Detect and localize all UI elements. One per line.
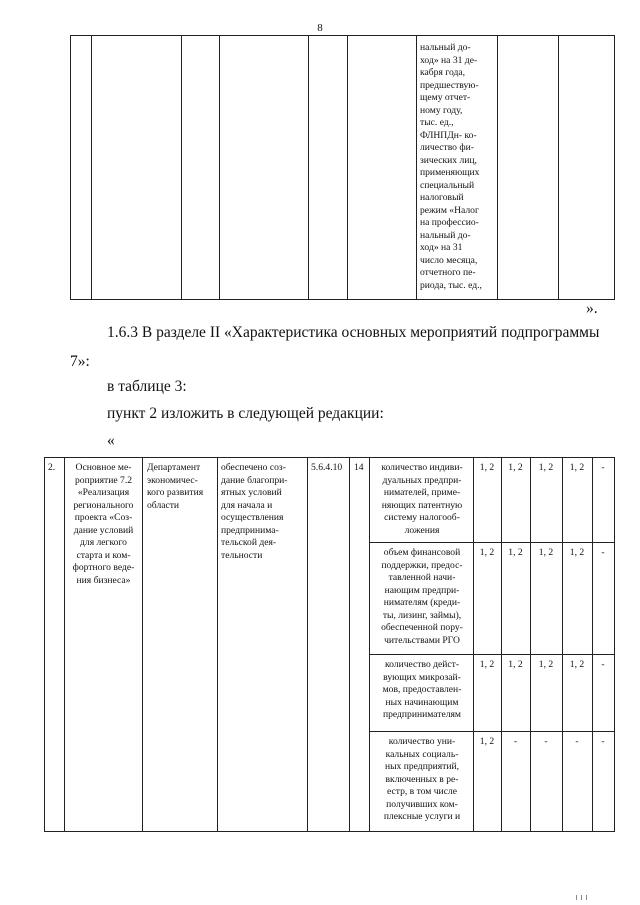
text-line: нальный до- [420, 42, 471, 53]
top-table-indicator-text [420, 42, 496, 292]
text-line: области [147, 499, 180, 511]
text-line: тельской дея- [221, 537, 277, 548]
indicator-value: - [544, 736, 548, 747]
indicator-value: 1, 2 [508, 547, 523, 558]
result-cell [221, 462, 307, 562]
indicator-value: 1, 2 [479, 462, 495, 473]
text-line: плексные услуги и [383, 811, 461, 822]
text-line: щему отчет- [420, 92, 471, 103]
scan-marks [576, 895, 592, 901]
indicator-value: 1, 2 [479, 736, 495, 747]
main-event-cell [65, 462, 142, 587]
indicator-value: - [601, 736, 605, 747]
text-line: предпринима- [221, 524, 279, 536]
text-line: осуществления [221, 512, 284, 523]
text-line: тельности [221, 549, 263, 561]
text-line: количество дейст- [384, 659, 460, 670]
text-line: естр, в том числе [387, 786, 457, 797]
indicator-text [372, 736, 472, 824]
indicator-value: - [601, 659, 605, 670]
indicator-value: 1, 2 [538, 547, 554, 558]
text-line: для легкого [80, 537, 127, 548]
text-line: зических лиц, [420, 154, 477, 166]
paragraph-line-1: 1.6.3 В разделе II «Характеристика основных мероприятий подпрограммы [107, 324, 600, 341]
text-line: предшествую- [420, 79, 479, 91]
text-line: ложения [404, 524, 440, 536]
text-line: дание условий [73, 524, 134, 536]
text-line: мов, предоставлен- [382, 684, 462, 695]
paragraph-line-4: пункт 2 изложить в следующей редакции: [107, 405, 384, 422]
paragraph-line-5: « [107, 432, 115, 449]
text-line: чительствами РГО [384, 634, 460, 646]
text-line: ход» на 31 де- [420, 54, 478, 66]
text-line: предпринимателям [382, 709, 461, 720]
code-cell: 5.6.4.10 [311, 462, 343, 473]
text-line: объем финансовой [383, 547, 461, 558]
text-line: кабря года, [420, 67, 466, 78]
text-line: ФЛНПДн- ко- [420, 129, 477, 141]
text-line: тавленной начи- [388, 572, 456, 583]
executor-cell [147, 462, 217, 512]
num-cell: 14 [354, 462, 364, 473]
text-line: налоговый [420, 192, 464, 203]
indicator-value: 1, 2 [538, 659, 554, 670]
text-line: риода, тыс. ед., [420, 279, 482, 291]
page-number: 8 [317, 22, 323, 34]
closing-quote: ». [586, 300, 598, 317]
text-line: ния бизнеса» [76, 574, 131, 586]
text-line: Департамент [147, 462, 201, 473]
text-line: режим «Налог [420, 204, 479, 216]
text-line: обеспеченной пору- [381, 622, 463, 633]
text-line: применяющих [420, 167, 480, 178]
indicator-text [372, 462, 472, 537]
text-line: фортного веде- [72, 562, 135, 573]
text-line: для начала и [221, 499, 273, 511]
text-line: нальный до- [420, 229, 471, 241]
text-line: «Реализация [77, 487, 130, 498]
indicator-value: - [601, 547, 605, 558]
text-line: няющих патентную [381, 499, 463, 511]
indicator-value: - [513, 736, 518, 747]
indicator-value: 1, 2 [508, 659, 523, 670]
indicator-value: 1, 2 [569, 659, 585, 670]
paragraph-line-3: в таблице 3: [107, 378, 187, 395]
text-line: ход» на 31 [420, 242, 463, 253]
text-line: ты, лизинг, займы), [382, 609, 462, 621]
text-line: число месяца, [420, 254, 478, 266]
indicator-value: 1, 2 [569, 462, 585, 473]
text-line: кого развития [147, 487, 204, 498]
indicator-text [372, 659, 472, 722]
text-line: на профессио- [420, 217, 479, 228]
text-line: нимателей, приме- [383, 487, 461, 498]
text-line: дание благопри- [221, 474, 288, 486]
text-line: поддержки, предос- [381, 559, 463, 571]
text-line: отчетного пе- [420, 267, 476, 278]
text-line: ятных условий [221, 487, 282, 498]
indicator-value: 1, 2 [479, 659, 495, 670]
text-line: количество уни- [388, 736, 456, 747]
text-line: личество фи- [420, 142, 474, 153]
indicator-value: 1, 2 [479, 547, 495, 558]
text-line: старта и ком- [76, 549, 131, 561]
text-line: дуальных предпри- [382, 474, 462, 486]
row-number: 2. [48, 462, 56, 473]
text-line: ному году, [420, 104, 463, 116]
text-line: вующих микрозай- [383, 671, 461, 683]
text-line: нимателям (креди- [383, 597, 461, 608]
indicator-value: 1, 2 [508, 462, 523, 473]
indicator-value: - [575, 736, 579, 747]
indicator-value: 1, 2 [538, 462, 554, 473]
text-line: нающим предпри- [384, 584, 460, 596]
text-line: включенных в ре- [385, 773, 459, 785]
text-line: специальный [420, 179, 475, 191]
text-line: ных начинающим [385, 696, 459, 708]
text-line: получивших ком- [386, 798, 458, 810]
text-line: количество индиви- [381, 462, 463, 473]
text-line: тыс. ед., [420, 117, 454, 128]
text-line: экономичес- [147, 474, 198, 486]
indicator-value: 1, 2 [569, 547, 585, 558]
text-line: ных предприятий, [384, 761, 460, 772]
paragraph-line-2: 7»: [70, 353, 90, 370]
text-line: Основное ме- [75, 462, 132, 473]
text-line: кальных социаль- [385, 748, 459, 760]
text-line: проекта «Соз- [74, 512, 133, 523]
text-line: систему налогооб- [384, 512, 460, 523]
text-line: роприятие 7.2 [74, 474, 133, 486]
text-line: обеспечено соз- [221, 462, 286, 473]
indicator-value: - [601, 462, 605, 473]
indicator-text [372, 547, 472, 647]
text-line: регионального [73, 499, 134, 511]
